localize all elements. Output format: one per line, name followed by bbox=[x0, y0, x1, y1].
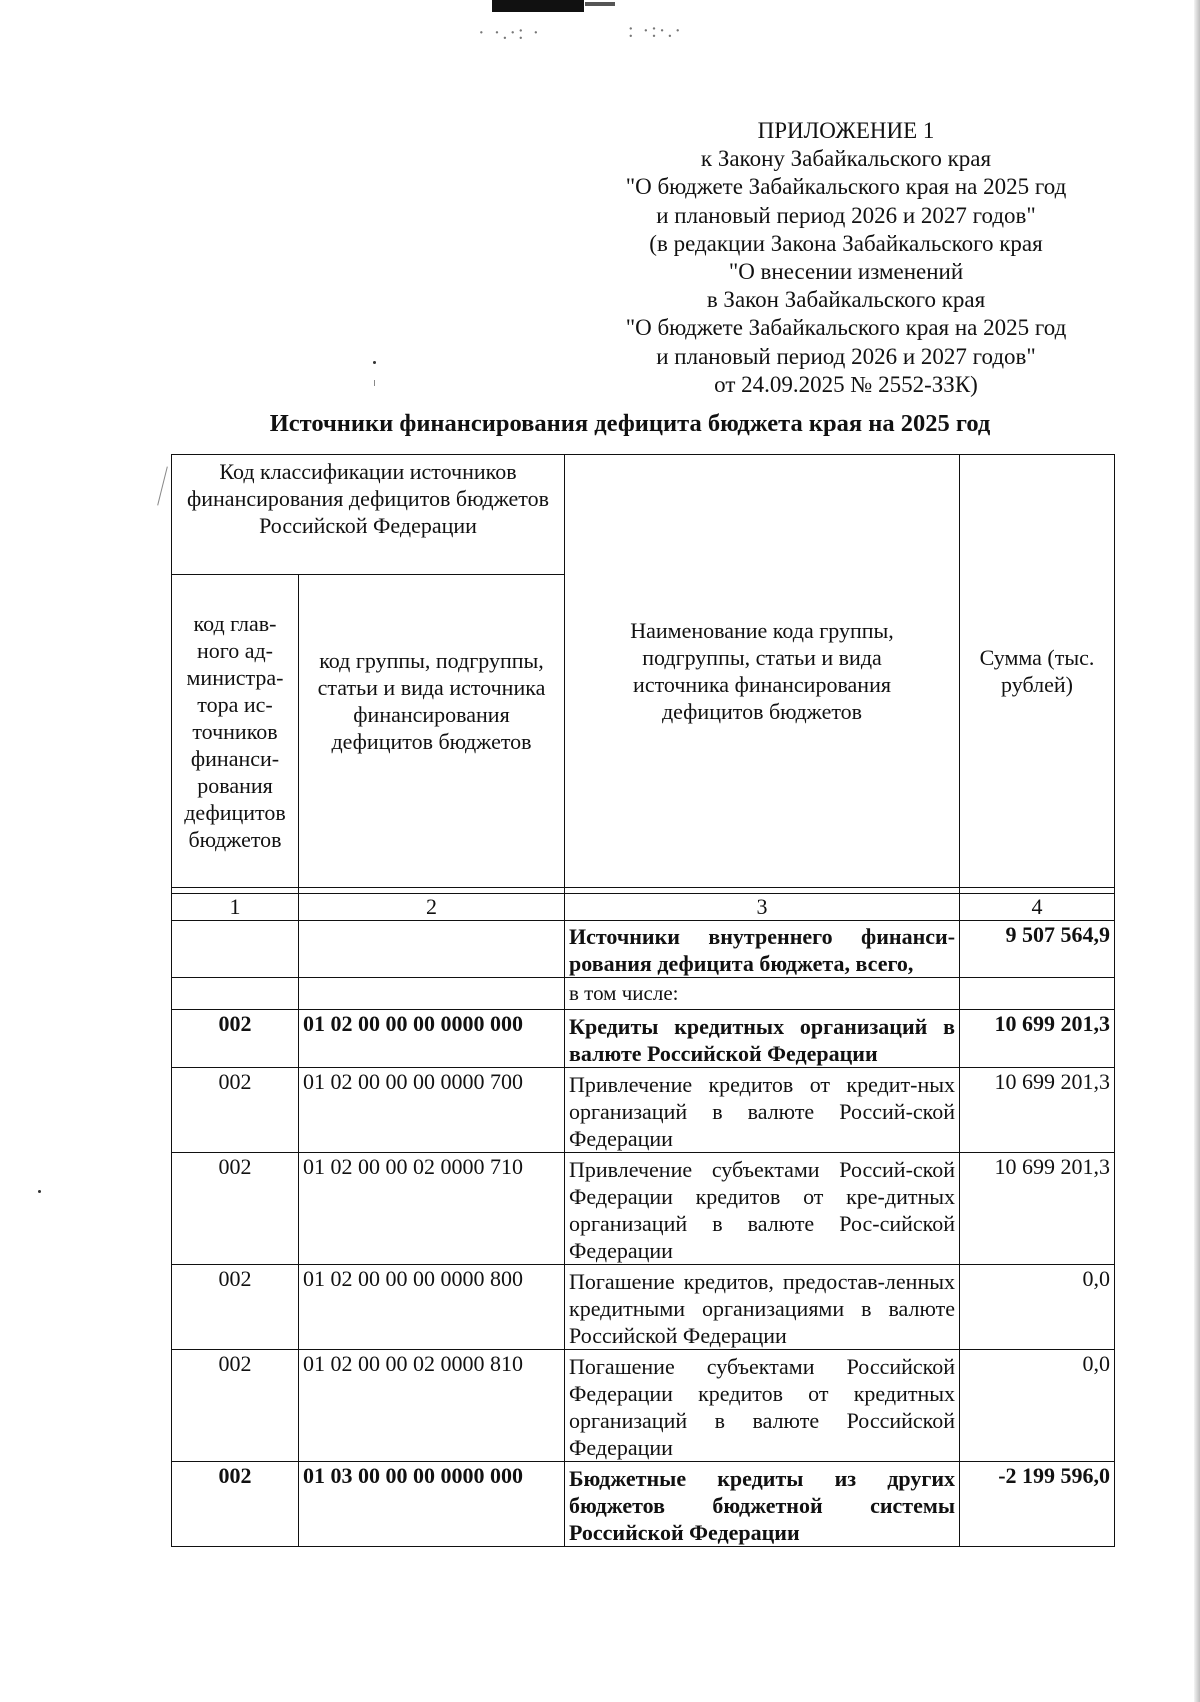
scan-scribble: : ·:·.· bbox=[628, 20, 684, 42]
table-row bbox=[172, 1010, 1115, 1068]
row-name: Бюджетные кредиты из других бюджетов бюджетной системы Российской Федерации bbox=[565, 1462, 960, 1547]
row-name: Погашение субъектами Российской Федерации кредитов от кредитных организаций в валюте Российской Федерации bbox=[565, 1350, 960, 1462]
row-name: Погашение кредитов, предостав-ленных кредитными организациями в валюте Российской Федерации bbox=[565, 1265, 960, 1350]
appendix-line: "О бюджете Забайкальского края на 2025 год bbox=[625, 315, 1067, 341]
column-numbers-row bbox=[172, 894, 1115, 921]
appendix-line: "О бюджете Забайкальского края на 2025 год bbox=[625, 174, 1067, 200]
row-name: Привлечение субъектами Россий-ской Федерации кредитов от кре-дитных организаций в валюте Рос-сийской Федерации bbox=[565, 1153, 960, 1265]
row-amount: 10 699 201,3 bbox=[960, 1068, 1115, 1153]
header-code-group: Код классификации источников финансирования дефицитов бюджетов Российской Федерации bbox=[172, 455, 565, 575]
row-code: 01 02 00 00 02 0000 810 bbox=[299, 1350, 565, 1462]
row-admin: 002 bbox=[172, 1265, 299, 1350]
row-amount: 9 507 564,9 bbox=[960, 921, 1115, 978]
appendix-line: (в редакции Закона Забайкальского края bbox=[649, 230, 1043, 256]
table-row bbox=[172, 1462, 1115, 1547]
row-code: 01 02 00 00 00 0000 700 bbox=[299, 1068, 565, 1153]
table-header-row bbox=[172, 455, 1115, 575]
row-code: 01 02 00 00 00 0000 000 bbox=[299, 1010, 565, 1068]
row-including: в том числе: bbox=[565, 978, 960, 1010]
row-admin: 002 bbox=[172, 1153, 299, 1265]
appendix-line: ПРИЛОЖЕНИЕ 1 bbox=[757, 118, 935, 143]
document-title: Источники финансирования дефицита бюджета края на 2025 год bbox=[269, 410, 991, 437]
scan-scribble: · ·.·: · bbox=[478, 22, 542, 44]
table-row bbox=[172, 1350, 1115, 1462]
row-amount: 0,0 bbox=[960, 1265, 1115, 1350]
column-number: 3 bbox=[565, 894, 960, 921]
scan-mark bbox=[492, 0, 584, 12]
scan-dot bbox=[374, 380, 375, 386]
appendix-line: к Закону Забайкальского края bbox=[700, 146, 992, 172]
table-row bbox=[172, 1265, 1115, 1350]
scan-mark bbox=[585, 2, 615, 6]
header-name: Наименование кода группы, подгруппы, статьи и вида источника финансирования дефицитов бюджетов bbox=[565, 455, 960, 888]
row-name: Привлечение кредитов от кредит-ных организаций в валюте Россий-ской Федерации bbox=[565, 1068, 960, 1153]
appendix-line: и плановый период 2026 и 2027 годов" bbox=[656, 343, 1036, 369]
appendix-line: от 24.09.2025 № 2552-ЗЗК) bbox=[714, 371, 978, 397]
table-row bbox=[172, 1153, 1115, 1265]
appendix-line: в Закон Забайкальского края bbox=[706, 287, 986, 313]
scan-tick bbox=[157, 466, 168, 505]
row-name: Кредиты кредитных организаций в валюте Российской Федерации bbox=[565, 1010, 960, 1068]
scan-dot bbox=[38, 1190, 41, 1193]
row-amount: 10 699 201,3 bbox=[960, 1153, 1115, 1265]
column-number: 4 bbox=[960, 894, 1115, 921]
header-source-code: код группы, подгруппы, статьи и вида источника финансирования дефицитов бюджетов bbox=[299, 575, 565, 888]
row-code: 01 02 00 00 00 0000 800 bbox=[299, 1265, 565, 1350]
financing-sources-table bbox=[171, 454, 1115, 1547]
page-edge bbox=[1194, 0, 1200, 1702]
row-name: Источники внутреннего финанси-рования дефицита бюджета, всего, bbox=[565, 921, 960, 978]
appendix-line: "О внесении изменений bbox=[728, 259, 964, 285]
table-row bbox=[172, 1068, 1115, 1153]
row-admin: 002 bbox=[172, 1010, 299, 1068]
row-admin: 002 bbox=[172, 1350, 299, 1462]
row-admin: 002 bbox=[172, 1462, 299, 1547]
column-number: 2 bbox=[299, 894, 565, 921]
appendix-line: и плановый период 2026 и 2027 годов" bbox=[656, 202, 1036, 228]
row-amount: -2 199 596,0 bbox=[960, 1462, 1115, 1547]
row-amount: 0,0 bbox=[960, 1350, 1115, 1462]
table-row-total bbox=[172, 921, 1115, 978]
row-amount: 10 699 201,3 bbox=[960, 1010, 1115, 1068]
header-sum: Сумма (тыс. рублей) bbox=[960, 455, 1115, 888]
scan-dot bbox=[373, 361, 376, 364]
row-code: 01 02 00 00 02 0000 710 bbox=[299, 1153, 565, 1265]
appendix-header bbox=[596, 117, 1096, 399]
row-admin: 002 bbox=[172, 1068, 299, 1153]
column-number: 1 bbox=[172, 894, 299, 921]
table-row-including bbox=[172, 978, 1115, 1010]
row-code: 01 03 00 00 00 0000 000 bbox=[299, 1462, 565, 1547]
header-admin-code: код глав-ного ад-министра-тора ис-точников финанси-рования дефицитов бюджетов bbox=[172, 575, 299, 888]
